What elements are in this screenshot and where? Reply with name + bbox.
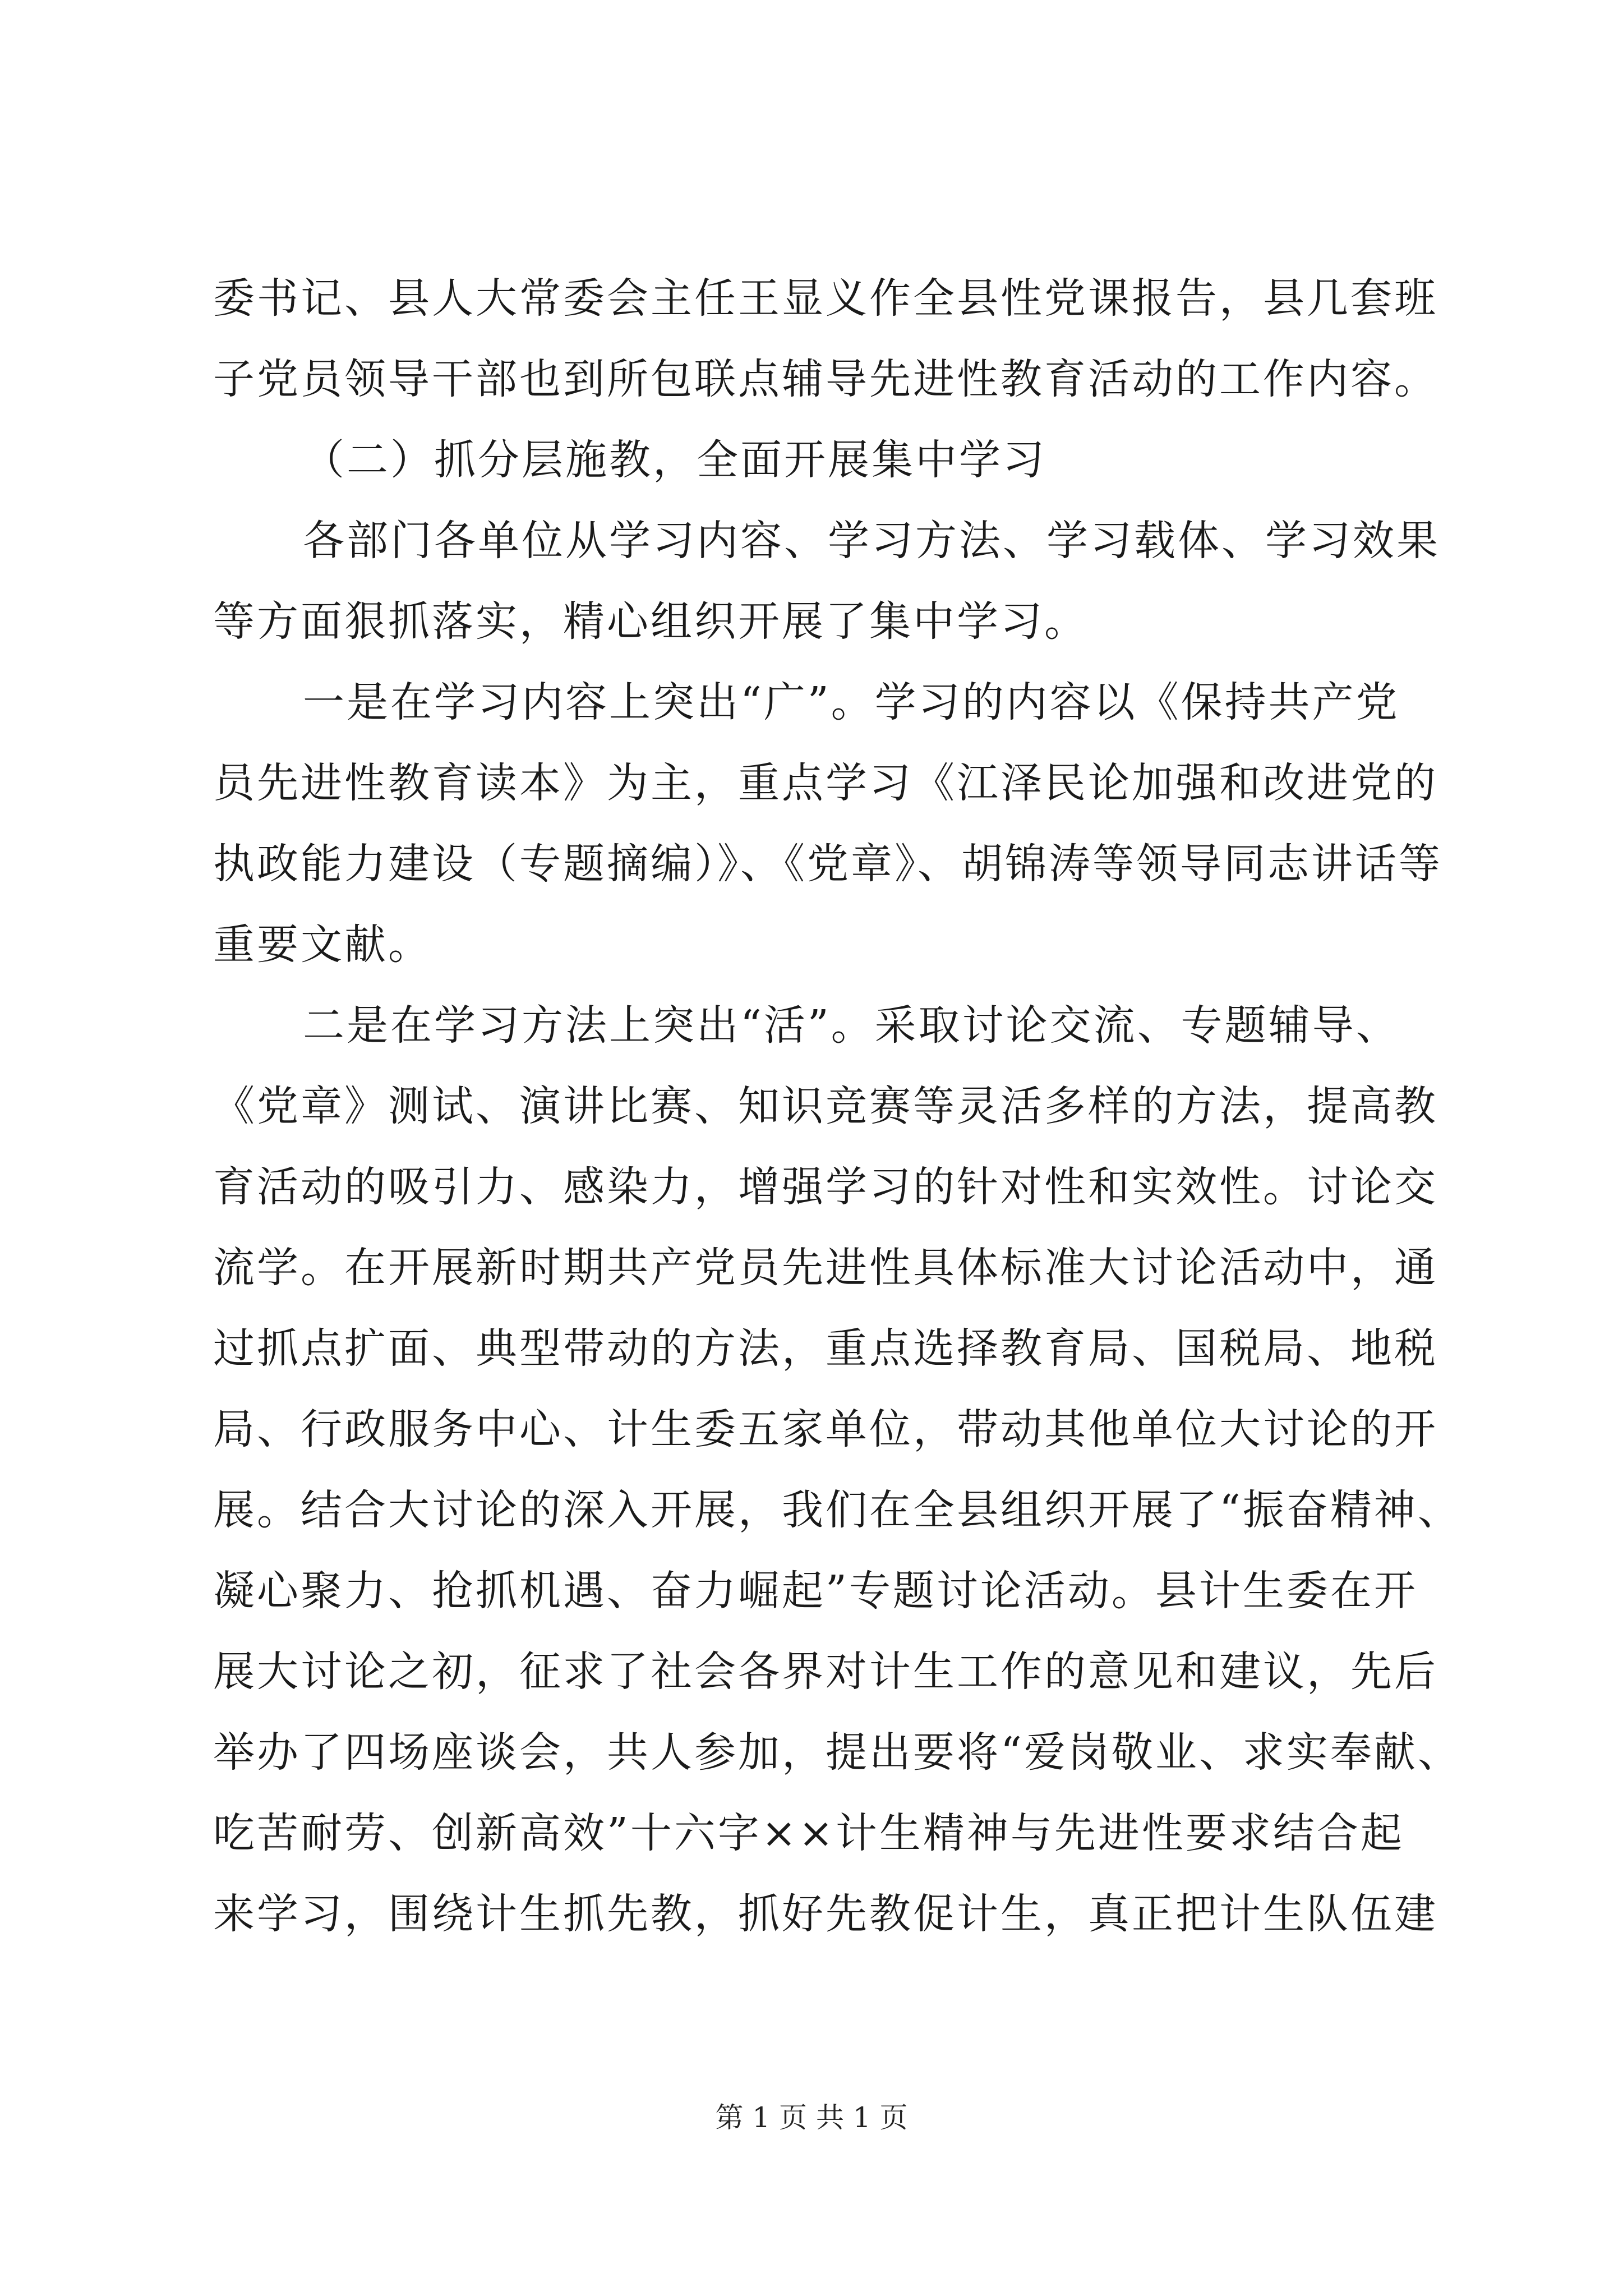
page-number: 第 1 页 共 1 页 [715, 2101, 908, 2134]
body-line: 来学习，围绕计生抓先教，抓好先教促计生，真正把计生队伍建 [213, 1890, 1438, 1938]
body-line: 举办了四场座谈会，共人参加，提出要将“爱岗敬业、求实奉献、 [213, 1728, 1461, 1777]
page-footer [0, 2098, 1623, 2137]
body-line: 育活动的吸引力、感染力，增强学习的针对性和实效性。讨论交 [213, 1163, 1438, 1211]
body-line: 展。结合大讨论的深入开展，我们在全县组织开展了“振奋精神、 [213, 1486, 1461, 1534]
body-line: 流学。在开展新时期共产党员先进性具体标准大讨论活动中，通 [213, 1244, 1438, 1292]
body-line: 局、行政服务中心、计生委五家单位，带动其他单位大讨论的开 [213, 1405, 1438, 1453]
body-line: 等方面狠抓落实，精心组织开展了集中学习。 [213, 597, 1088, 646]
body-line: 凝心聚力、抢抓机遇、奋力崛起”专题讨论活动。县计生委在开 [213, 1567, 1418, 1615]
body-line: 吃苦耐劳、创新高效”十六字××计生精神与先进性要求结合起 [213, 1809, 1404, 1857]
paragraph-first-line: 二是在学习方法上突出“活”。采取讨论交流、专题辅导、 [303, 1001, 1400, 1050]
body-line: 展大讨论之初，征求了社会各界对计生工作的意见和建议，先后 [213, 1648, 1438, 1696]
paragraph-first-line: 一是在学习内容上突出“广”。学习的内容以《保持共产党 [303, 678, 1400, 726]
body-line: 过抓点扩面、典型带动的方法，重点选择教育局、国税局、地税 [213, 1324, 1438, 1373]
document-body [213, 258, 1461, 1954]
body-line: 重要文献。 [213, 921, 432, 969]
body-line: 执政能力建设（专题摘编）》、《党章》、胡锦涛等领导同志讲话等 [213, 840, 1442, 888]
body-line: 子党员领导干部也到所包联点辅导先进性教育活动的工作内容。 [213, 355, 1438, 403]
body-line: 员先进性教育读本》为主，重点学习《江泽民论加强和改进党的 [213, 759, 1438, 807]
body-line: 委书记、县人大常委会主任王显义作全县性党课报告，县几套班 [213, 274, 1438, 323]
body-line: 《党章》测试、演讲比赛、知识竞赛等灵活多样的方法，提高教 [213, 1082, 1438, 1130]
paragraph-first-line: 各部门各单位从学习内容、学习方法、学习载体、学习效果 [303, 517, 1440, 565]
section-heading: （二）抓分层施教，全面开展集中学习 [303, 436, 1046, 484]
